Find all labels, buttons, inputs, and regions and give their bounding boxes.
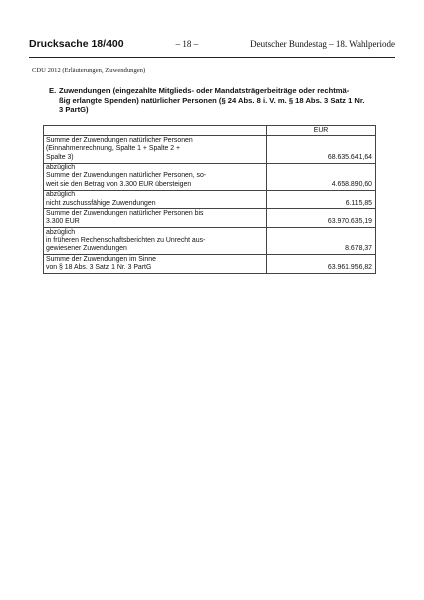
section-title-line: Zuwendungen (eingezahlte Mitglieds- oder Mandatsträgerbeiträge oder rechtmä- [59,86,350,95]
donations-table [43,125,376,274]
row-amount-eur: 4.658.890,60 [267,163,376,190]
table-row [44,136,376,163]
row-description-line: gewiesener Zuwendungen [46,245,127,253]
table-row [44,163,376,190]
document-number-value: 400 [106,38,124,50]
row-description-line: nicht zuschussfähige Zuwendungen [46,199,156,207]
page-number: – 18 – [175,39,199,49]
row-amount-eur: 63.970.635,19 [267,209,376,228]
document-number [29,38,124,50]
row-description-line: weit sie den Betrag von 3.300 EUR übersteigen [46,180,192,188]
publication-title: Deutscher Bundestag – 18. Wahlperiode [250,39,395,49]
row-description [44,209,267,228]
row-description-line: (Einnahmenrechnung, Spalte 1 + Spalte 2 + [46,145,181,153]
row-amount-eur: 63.961.956,82 [267,255,376,274]
row-description-line: Summe der Zuwendungen im Sinne [46,255,156,263]
row-description-line: abzüglich [46,228,76,236]
table-header-row [44,126,376,136]
table-row [44,209,376,228]
table-row [44,255,376,274]
table-row [44,190,376,209]
section-heading-line [49,86,367,96]
row-description-line: abzüglich [46,191,76,199]
row-description-line: Summe der Zuwendungen natürlicher Personen, so- [46,172,207,180]
row-description-line: 3.300 EUR [46,218,80,226]
row-description-line: Spalte 3) [46,153,74,161]
row-description-line: abzüglich [46,164,76,172]
section-title-line: ßig erlangte Spenden) natürlicher Personen (§ 24 Abs. 8 i. V. m. § 18 Abs. 3 Satz 1 Nr. [59,95,365,105]
section-heading-line [49,96,367,106]
row-description-line: Summe der Zuwendungen natürlicher Personen [46,137,193,145]
row-description-line: von § 18 Abs. 3 Satz 1 Nr. 3 PartG [46,264,152,272]
section-title-line: 3 PartG) [59,105,89,115]
row-amount-eur: 8.678,37 [267,228,376,255]
row-description-line: in früheren Rechenschaftsberichten zu Unrecht aus- [46,237,206,245]
row-description [44,228,267,255]
page-header [29,38,395,52]
row-description [44,136,267,163]
row-description-line: Summe der Zuwendungen natürlicher Personen bis [46,210,204,218]
section-heading [49,86,367,115]
row-amount-eur: 68.635.641,64 [267,136,376,163]
running-subtitle: CDU 2012 (Erläuterungen, Zuwendungen) [32,67,146,74]
description-column-header [44,126,267,136]
currency-column-header: EUR [267,126,376,136]
section-label: E. [49,86,57,95]
row-amount-eur: 6.115,85 [267,190,376,209]
row-description [44,163,267,190]
document-number-prefix: Drucksache 18/ [29,38,107,50]
row-description [44,190,267,209]
row-description [44,255,267,274]
header-divider [29,57,395,58]
table-row [44,228,376,255]
section-heading-line [49,105,367,115]
